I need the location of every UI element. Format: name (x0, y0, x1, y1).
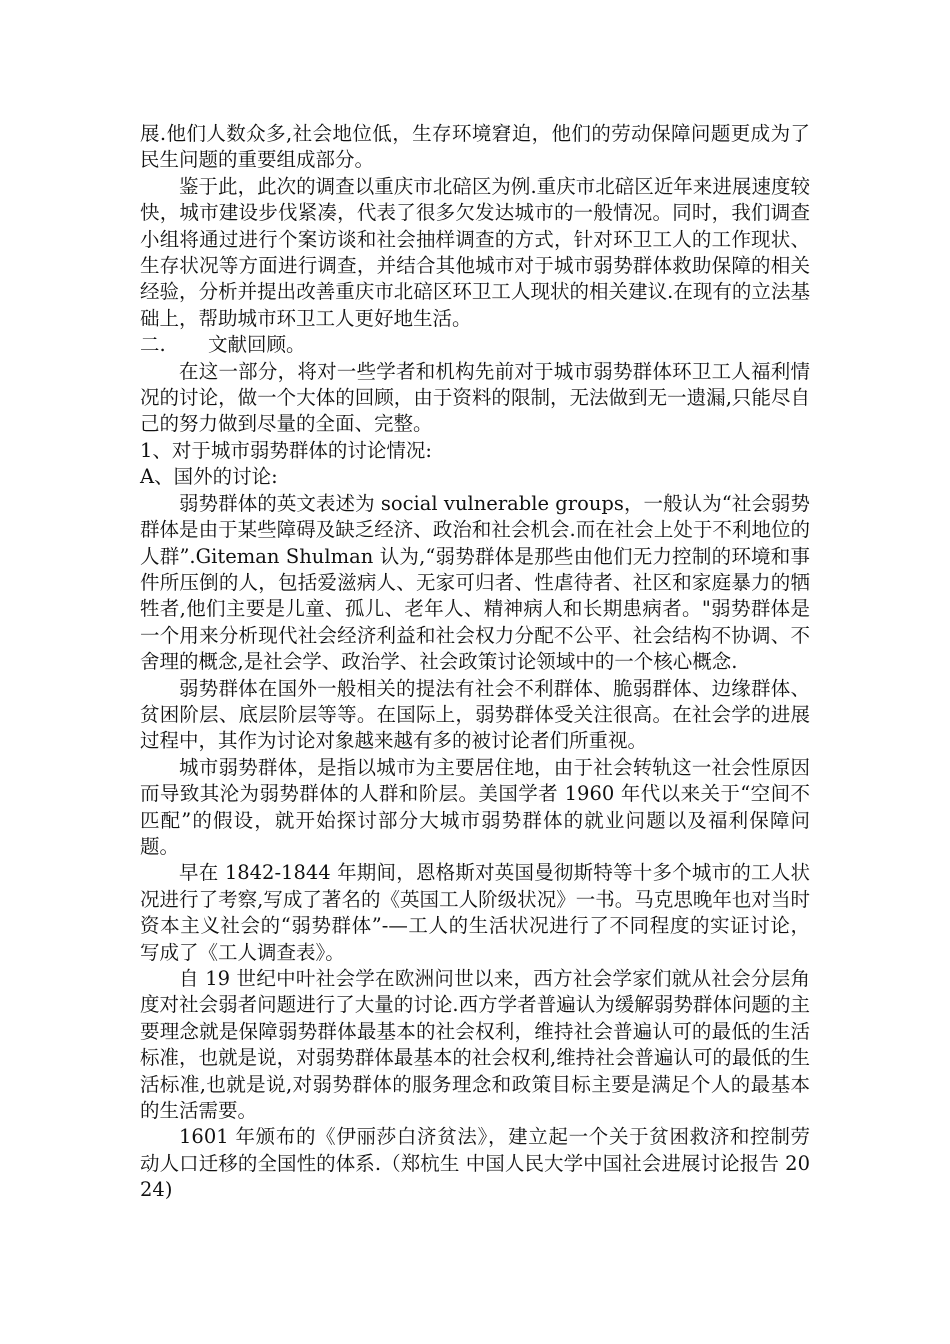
body-paragraph: 弱势群体在国外一般相关的提法有社会不利群体、脆弱群体、边缘群体、贫困阶层、底层阶层等等。在国际上，弱势群体受关注很高。在社会学的进展过程中，其作为讨论对象越来越有多的被讨论者们所重视。 (140, 676, 810, 753)
document-page (140, 121, 810, 1204)
body-paragraph: 自 19 世纪中叶社会学在欧洲问世以来，西方社会学家们就从社会分层角度对社会弱者问题进行了大量的讨论.西方学者普遍认为缓解弱势群体问题的主要理念就是保障弱势群体最基本的社会权利，维持社会普遍认可的最低的生活标准，也就是说，对弱势群体最基本的社会权利,维持社会普遍认可的最低的生活标准,也就是说,对弱势群体的服务理念和政策目标主要是满足个人的最基本的生活需要。 (140, 967, 810, 1123)
body-paragraph: 在这一部分，将对一些学者和机构先前对于城市弱势群体环卫工人福利情况的讨论，做一个大体的回顾，由于资料的限制，无法做到无一遗漏,只能尽自己的努力做到尽量的全面、完整。 (140, 359, 810, 436)
section-heading (140, 332, 810, 358)
body-paragraph: 弱势群体的英文表述为 social vulnerable groups，一般认为“社会弱势群体是由于某些障碍及缺乏经济、政治和社会机会.而在社会上处于不利地位的人群”.Giteman Shulman 认为,“弱势群体是那些由他们无力控制的环境和事件所压倒的人，包括爱滋病人、无家可归者、性虐待者、社区和家庭暴力的牺牲者,他们主要是儿童、孤儿、老年人、精神病人和长期患病者。"弱势群体是一个用来分析现代社会经济利益和社会权力分配不公平、社会结构不协调、不舍理的概念,是社会学、政治学、社会政策讨论领域中的一个核心概念. (140, 491, 810, 674)
subsection-heading: A、国外的讨论: (140, 465, 278, 489)
section-number: 二. (140, 333, 166, 357)
section-title: 文献回顾。 (208, 333, 306, 357)
body-paragraph: 城市弱势群体，是指以城市为主要居住地，由于社会转轨这一社会性原因而导致其沦为弱势群体的人群和阶层。美国学者 1960 年代以来关于“空间不匹配”的假设，就开始探讨部分大城市弱势群体的就业问题以及福利保障问题。 (140, 755, 810, 858)
body-paragraph: 早在 1842-1844 年期间，恩格斯对英国曼彻斯特等十多个城市的工人状况进行了考察,写成了著名的《英国工人阶级状况》一书。马克思晚年也对当时资本主义社会的“弱势群体”-—工人的生活状况进行了不同程度的实证讨论，写成了《工人调查表》。 (140, 861, 810, 964)
body-paragraph: 1601 年颁布的《伊丽莎白济贫法》，建立起一个关于贫困救济和控制劳动人口迁移的全国性的体系.（郑杭生 中国人民大学中国社会进展讨论报告 2024) (140, 1125, 810, 1202)
body-paragraph: 展.他们人数众多,社会地位低，生存环境窘迫，他们的劳动保障问题更成为了民生问题的重要组成部分。 (140, 122, 810, 172)
subsection-heading: 1、对于城市弱势群体的讨论情况: (140, 438, 432, 462)
body-paragraph: 鉴于此，此次的调查以重庆市北碚区为例.重庆市北碚区近年来进展速度较快，城市建设步伐紧凑，代表了很多欠发达城市的一般情况。同时，我们调查小组将通过进行个案访谈和社会抽样调查的方式，针对环卫工人的工作现状、生存状况等方面进行调查，并结合其他城市对于城市弱势群体救助保障的相关经验，分析并提出改善重庆市北碚区环卫工人现状的相关建议.在现有的立法基础上，帮助城市环卫工人更好地生活。 (140, 174, 810, 330)
